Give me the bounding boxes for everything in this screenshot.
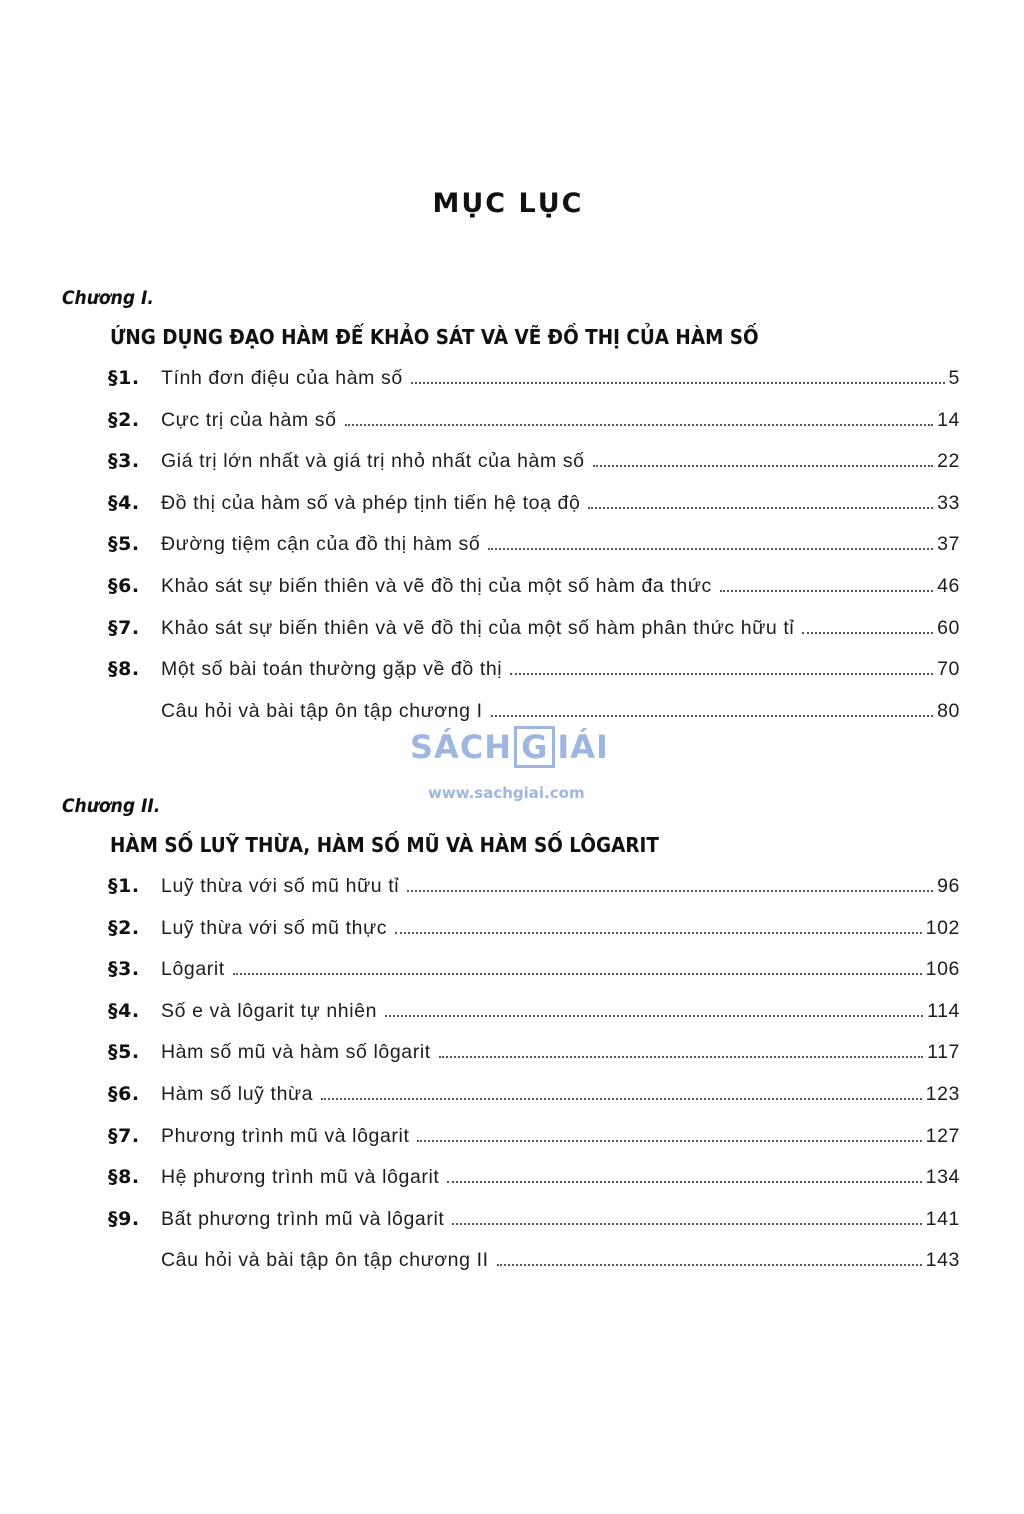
toc-entry[interactable] (108, 617, 960, 659)
toc-entry-title: Hàm số mũ và hàm số lôgarit (161, 1041, 431, 1064)
toc-page-number: 60 (937, 616, 960, 639)
toc-section-number: §8. (108, 1166, 140, 1189)
toc-entry[interactable] (108, 1249, 960, 1291)
toc-page-number: 117 (927, 1041, 960, 1064)
toc-section-number: §2. (108, 916, 140, 939)
toc-entry-title: Khảo sát sự biến thiên và vẽ đồ thị của một số hàm đa thức (161, 574, 712, 597)
toc-dot-leader (439, 1056, 923, 1058)
chapter-title: HÀM SỐ LUỸ THỪA, HÀM SỐ MŨ VÀ HÀM SỐ LÔGARIT (110, 833, 659, 857)
toc-section-number: §7. (108, 616, 140, 639)
toc-entry[interactable] (108, 409, 960, 451)
toc-section-number: §1. (108, 875, 140, 897)
toc-dot-leader (720, 590, 933, 592)
chapter-label: Chương II. (62, 795, 161, 817)
toc-page-number: 70 (937, 658, 960, 681)
toc-section-number: §8. (108, 658, 140, 681)
watermark-logo-text: SÁCH G IÁI (410, 728, 609, 766)
toc-section-number: §9. (108, 1207, 140, 1230)
toc-entry[interactable] (108, 1166, 960, 1208)
toc-section-number: §3. (108, 450, 140, 473)
toc-entry-title: Cực trị của hàm số (161, 408, 337, 431)
toc-entry-title: Hàm số luỹ thừa (161, 1082, 314, 1105)
toc-page-number: 114 (927, 999, 960, 1022)
toc-page-number: 141 (925, 1207, 960, 1230)
toc-entry-title: Đường tiệm cận của đồ thị hàm số (161, 533, 481, 556)
toc-page-number: 123 (925, 1082, 960, 1105)
toc-entry-title: Câu hỏi và bài tập ôn tập chương I (161, 699, 483, 722)
toc-dot-leader (452, 1223, 921, 1225)
toc-section-number: §5. (108, 533, 140, 556)
toc-section-number: §6. (108, 1082, 140, 1105)
toc-entry[interactable] (108, 875, 960, 917)
toc-dot-leader (411, 382, 945, 384)
toc-entry-title: Khảo sát sự biến thiên và vẽ đồ thị của một số hàm phân thức hữu tỉ (161, 616, 795, 639)
toc-entry-title: Luỹ thừa với số mũ hữu tỉ (161, 875, 400, 897)
toc-page-number: 5 (948, 367, 960, 389)
toc-page-number: 22 (937, 450, 960, 473)
toc-dot-leader (802, 632, 933, 634)
toc-entry[interactable] (108, 533, 960, 575)
toc-section-number: §5. (108, 1041, 140, 1064)
toc-entry[interactable] (108, 492, 960, 534)
toc-entry-title: Tính đơn điệu của hàm số (161, 367, 403, 389)
toc-dot-leader (345, 424, 934, 426)
toc-page-number: 14 (937, 408, 960, 431)
toc-page-number: 46 (937, 574, 960, 597)
toc-page-number: 96 (937, 875, 960, 897)
toc-entry-title: Một số bài toán thường gặp về đồ thị (161, 658, 503, 681)
toc-entry-title: Giá trị lớn nhất và giá trị nhỏ nhất của hàm số (161, 450, 585, 473)
toc-page-number: 143 (925, 1249, 960, 1272)
toc-entry[interactable] (108, 450, 960, 492)
toc-section-number: §7. (108, 1124, 140, 1147)
toc-entry-title: Số e và lôgarit tự nhiên (161, 999, 378, 1022)
watermark-logo-mark: G (514, 726, 555, 768)
toc-entry[interactable] (108, 1000, 960, 1042)
toc-dot-leader (497, 1264, 922, 1266)
toc-entry-title: Lôgarit (161, 958, 225, 981)
toc-section-number: §4. (108, 491, 140, 514)
chapter-label: Chương I. (62, 287, 154, 309)
chapter-title: ỨNG DỤNG ĐẠO HÀM ĐỂ KHẢO SÁT VÀ VẼ ĐỒ THỊ CỦA HÀM SỐ (110, 325, 759, 349)
toc-entry-title: Luỹ thừa với số mũ thực (161, 916, 388, 939)
toc-dot-leader (447, 1181, 921, 1183)
toc-dot-leader (385, 1015, 923, 1017)
toc-section-number: §1. (108, 367, 140, 389)
toc-dot-leader (417, 1140, 921, 1142)
toc-list (108, 875, 960, 1291)
toc-entry[interactable] (108, 917, 960, 959)
toc-entry[interactable] (108, 958, 960, 1000)
toc-entry[interactable] (108, 658, 960, 700)
toc-dot-leader (488, 548, 933, 550)
toc-dot-leader (588, 507, 933, 509)
toc-entry[interactable] (108, 1208, 960, 1250)
toc-list (108, 367, 960, 741)
toc-dot-leader (510, 673, 933, 675)
toc-page-number: 102 (925, 916, 960, 939)
toc-entry[interactable] (108, 1083, 960, 1125)
toc-entry-title: Đồ thị của hàm số và phép tịnh tiến hệ toạ độ (161, 491, 581, 514)
toc-dot-leader (233, 973, 922, 975)
toc-page-number: 127 (925, 1124, 960, 1147)
toc-dot-leader (321, 1098, 922, 1100)
toc-dot-leader (407, 890, 933, 892)
toc-entry-title: Hệ phương trình mũ và lôgarit (161, 1166, 440, 1189)
watermark-logo (410, 708, 620, 808)
toc-entry[interactable] (108, 575, 960, 617)
toc-entry-title: Bất phương trình mũ và lôgarit (161, 1207, 445, 1230)
watermark-url: www.sachgiai.com (428, 784, 585, 802)
toc-dot-leader (395, 932, 922, 934)
toc-entry[interactable] (108, 1041, 960, 1083)
toc-entry[interactable] (108, 1125, 960, 1167)
toc-entry-title: Phương trình mũ và lôgarit (161, 1124, 410, 1147)
toc-section-number: §2. (108, 408, 140, 431)
toc-section-number: §4. (108, 999, 140, 1022)
toc-dot-leader (593, 465, 933, 467)
toc-section-number: §3. (108, 958, 140, 981)
toc-section-number: §6. (108, 574, 140, 597)
page-title: MỤC LỤC (432, 188, 584, 220)
toc-entry-title: Câu hỏi và bài tập ôn tập chương II (161, 1249, 489, 1272)
toc-page-number: 106 (925, 958, 960, 981)
toc-page-number: 80 (937, 699, 960, 722)
toc-page-number: 134 (925, 1166, 960, 1189)
toc-page-number: 37 (937, 533, 960, 556)
toc-page-number: 33 (937, 491, 960, 514)
toc-entry[interactable] (108, 367, 960, 409)
